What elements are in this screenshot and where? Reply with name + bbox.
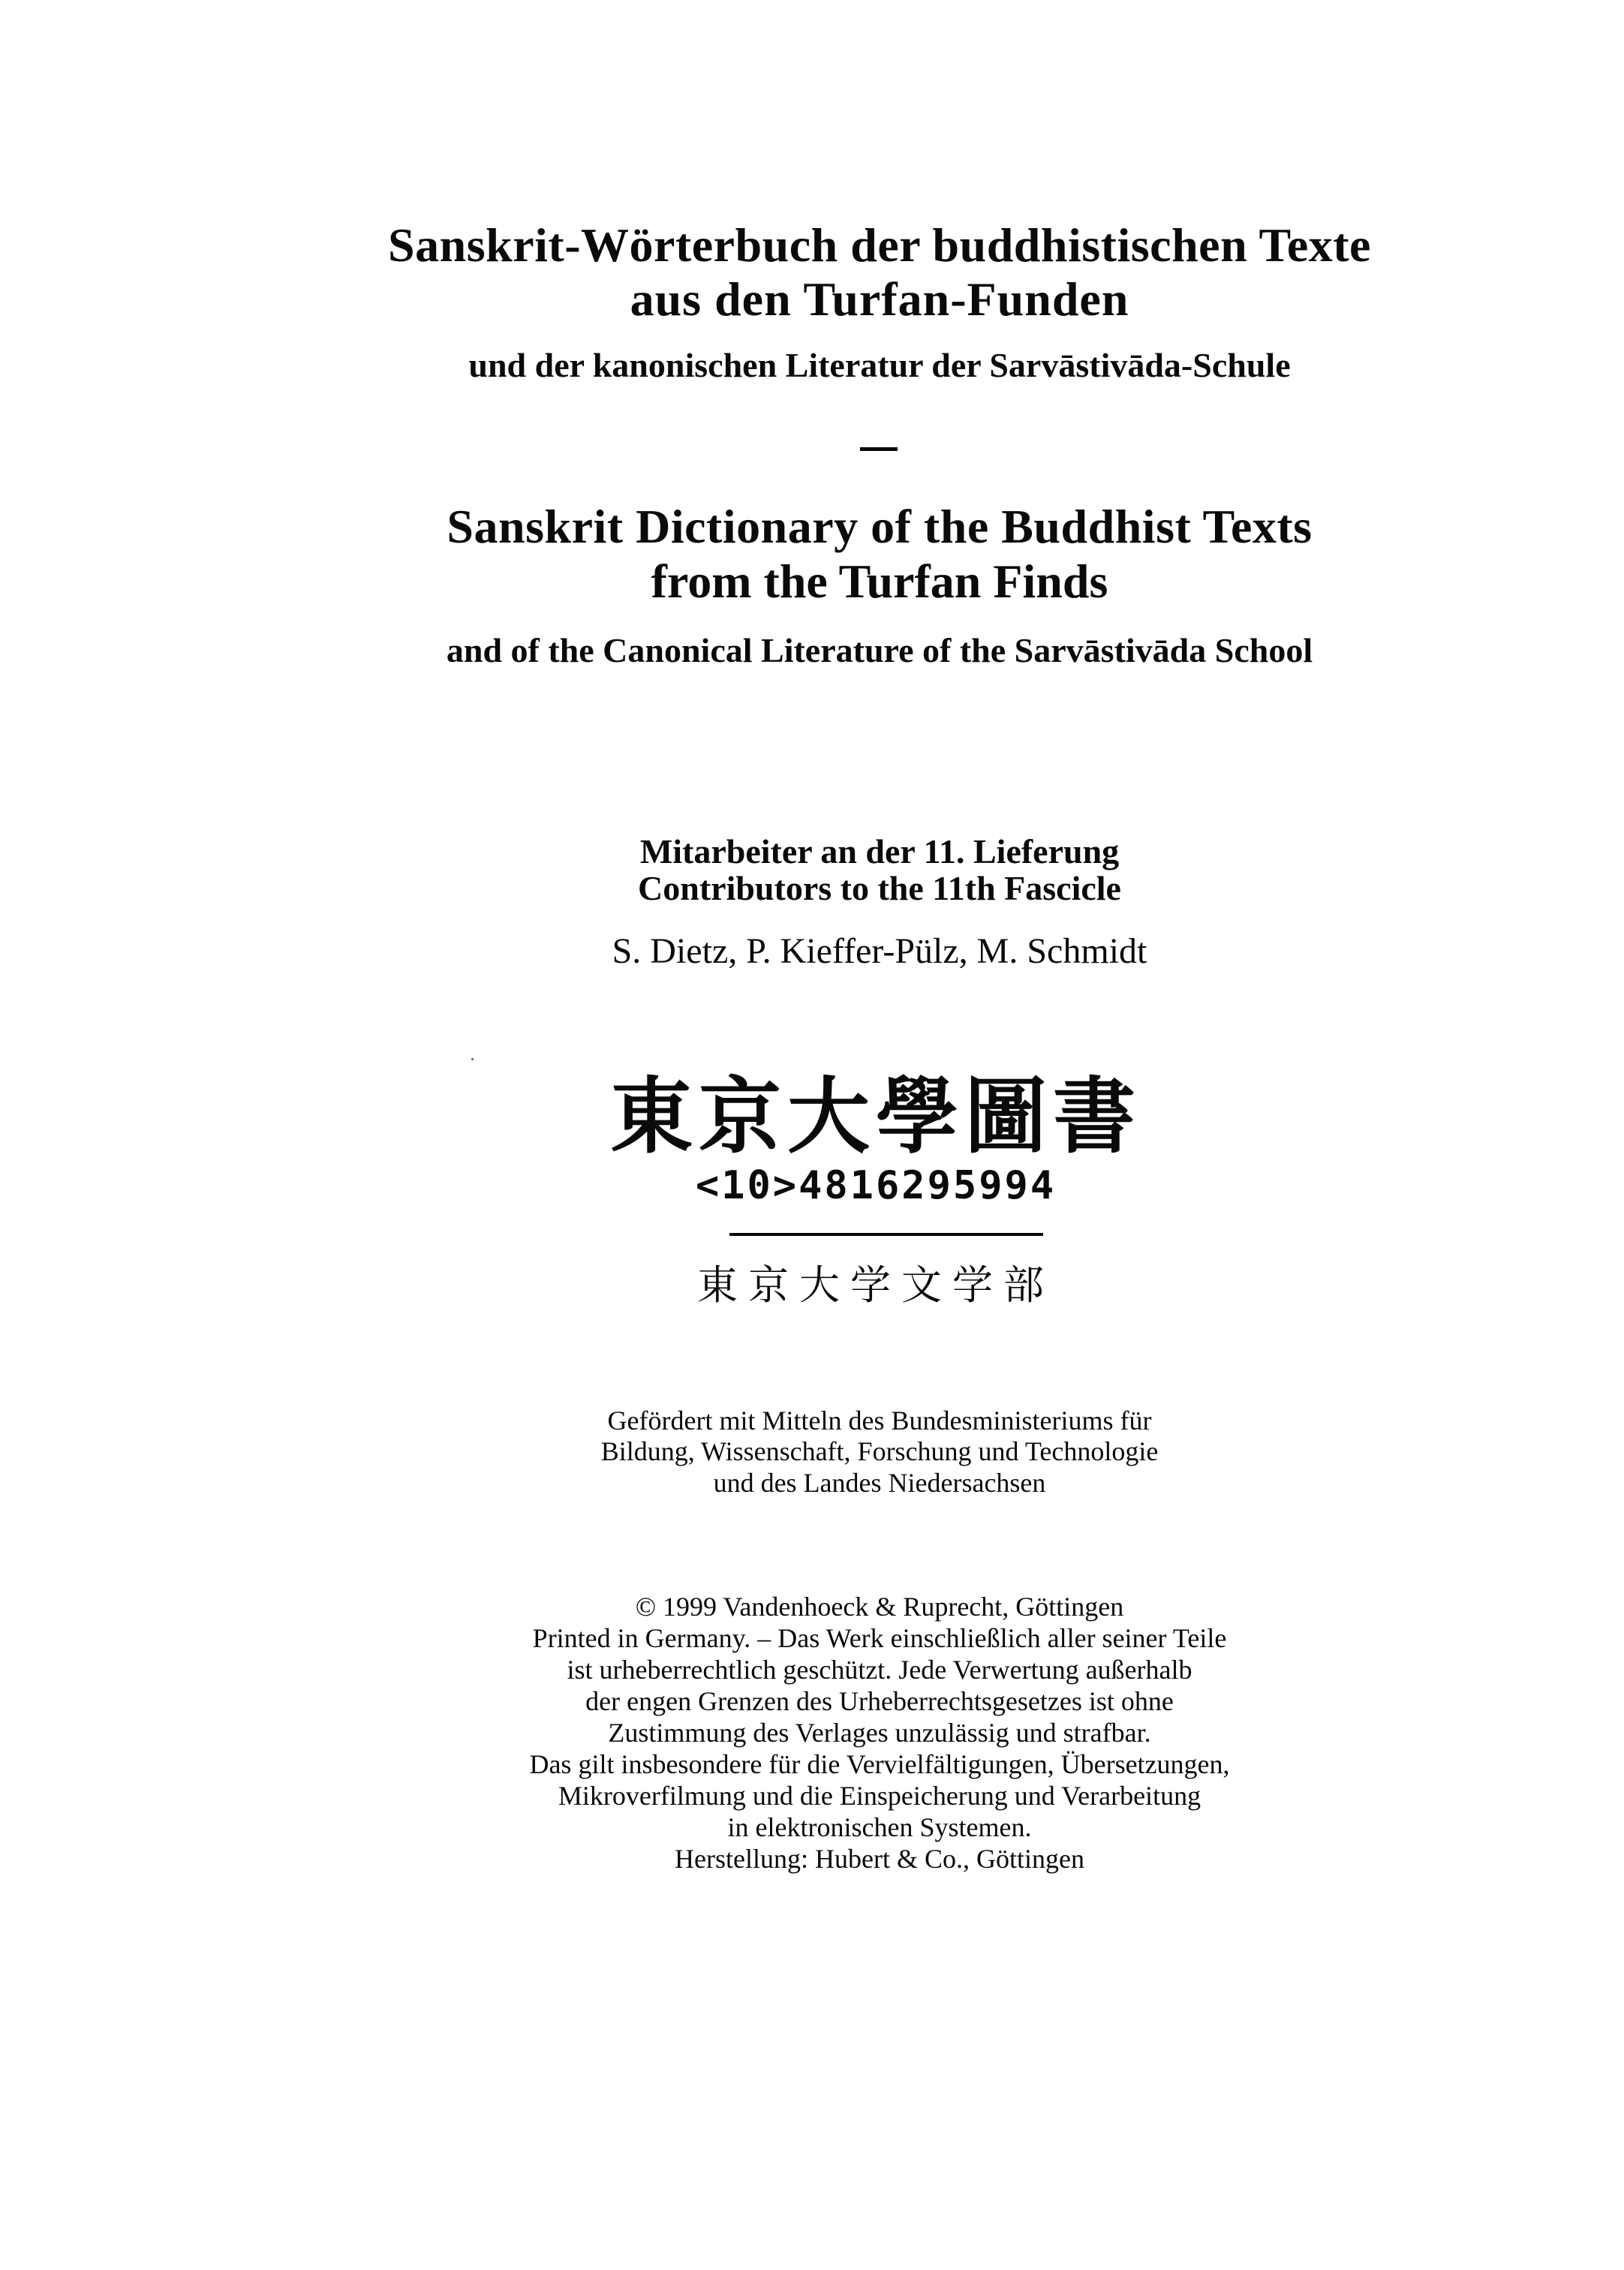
contributor-names: S. Dietz, P. Kieffer-Pülz, M. Schmidt [612,931,1147,971]
subtitle-german: und der kanonischen Literatur der Sarvāstivāda-Schule [468,346,1291,384]
funding-note-line-2: Bildung, Wissenschaft, Forschung und Technologie [600,1436,1159,1466]
title-german-line-2: aus den Turfan-Funden [630,272,1129,326]
title-english-line-1: Sanskrit Dictionary of the Buddhist Texts [447,500,1313,553]
contributors-heading-german: Mitarbeiter an der 11. Lieferung [639,832,1120,870]
library-department-stamp: 東京大学文学部 [697,1261,1054,1309]
contributors-heading-english: Contributors to the 11th Fascicle [638,869,1121,907]
copyright-line-6: Das gilt insbesondere für die Vervielfältigungen, Übersetzungen, [529,1749,1230,1779]
title-english-line-2: from the Turfan Finds [651,555,1108,608]
funding-note-line-1: Gefördert mit Mitteln des Bundesministeriums für [607,1406,1152,1436]
copyright-line-3: ist urheberrechtlich geschützt. Jede Verwertung außerhalb [567,1655,1192,1685]
copyright-line-4: der engen Grenzen des Urheberrechtsgesetzes ist ohne [585,1686,1174,1716]
copyright-line-1: © 1999 Vandenhoeck & Ruprecht, Göttingen [635,1592,1124,1622]
title-german-line-1: Sanskrit-Wörterbuch der buddhistischen Texte [388,218,1371,272]
printer-credit: Herstellung: Hubert & Co., Göttingen [675,1844,1084,1874]
funding-note-line-3: und des Landes Niedersachsen [713,1468,1046,1498]
copyright-line-5: Zustimmung des Verlages unzulässig und strafbar. [608,1718,1151,1748]
title-separator-dash [860,447,898,451]
copyright-line-2: Printed in Germany. – Das Werk einschließlich aller seiner Teile [532,1623,1227,1653]
subtitle-english: and of the Canonical Literature of the Sarvāstivāda School [446,631,1313,669]
copyright-line-8: in elektronischen Systemen. [727,1812,1032,1842]
library-seal-stamp: 東京大學圖書 [610,1069,1141,1165]
copyright-line-7: Mikroverfilmung und die Einspeicherung und Verarbeitung [558,1781,1201,1811]
stamp-divider-rule [729,1233,1043,1236]
library-barcode-number: <10>4816295994 [695,1163,1057,1208]
